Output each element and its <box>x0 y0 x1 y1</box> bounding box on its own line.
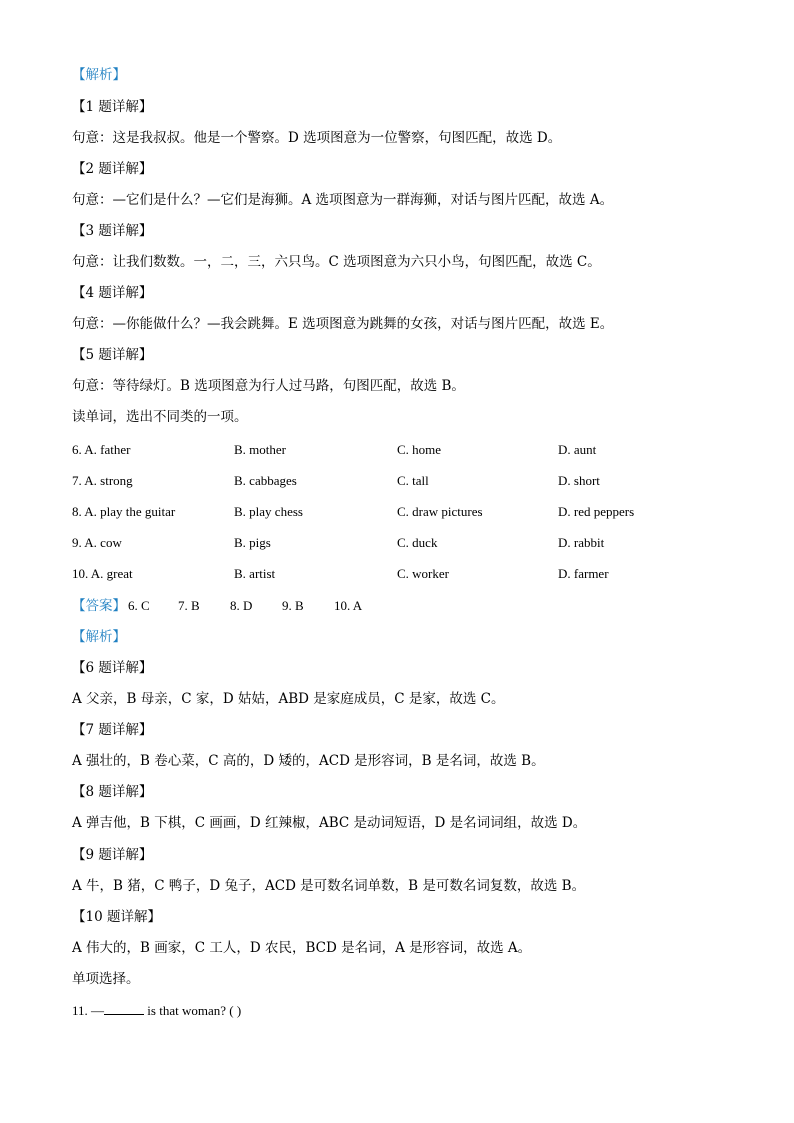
q9-detail-title: 【9 题详解】 <box>72 847 153 863</box>
q11-answer-blank[interactable] <box>104 1002 144 1015</box>
q9-option-d: D. rabbit <box>558 535 605 550</box>
q8-option-a: 8. A. play the guitar <box>72 504 176 519</box>
q8-detail-text: A 弹吉他，B 下棋，C 画画，D 红辣椒，ABC 是动词短语，D 是名词词组，故选 D。 <box>72 815 587 831</box>
q10-option-a: 10. A. great <box>72 566 133 581</box>
q11-suffix: is that woman? ( ) <box>144 1003 242 1018</box>
q8-option-c: C. draw pictures <box>397 504 483 519</box>
q10-detail-title: 【10 题详解】 <box>72 909 161 925</box>
q7-detail-title: 【7 题详解】 <box>72 722 153 738</box>
q7-option-d: D. short <box>558 473 600 488</box>
answer-10: 10. A <box>334 598 363 613</box>
q7-option-a: 7. A. strong <box>72 473 133 488</box>
q7-option-b: B. cabbages <box>234 473 297 488</box>
q10-option-c: C. worker <box>397 566 449 581</box>
q10-option-b: B. artist <box>234 566 276 581</box>
section-instruction-single-choice: 单项选择。 <box>72 971 140 987</box>
q3-detail-title: 【3 题详解】 <box>72 223 153 239</box>
q7-detail-text: A 强壮的，B 卷心菜，C 高的，D 矮的，ACD 是形容词，B 是名词，故选 B。 <box>72 753 545 769</box>
q2-detail-text: 句意：—它们是什么？—它们是海狮。A 选项图意为一群海狮，对话与图片匹配，故选 A。 <box>72 192 614 208</box>
answer-7: 7. B <box>178 598 200 613</box>
q9-option-a: 9. A. cow <box>72 535 122 550</box>
q6-detail-title: 【6 题详解】 <box>72 660 153 676</box>
q8-detail-title: 【8 题详解】 <box>72 784 153 800</box>
q6-option-c: C. home <box>397 442 442 457</box>
question-11 <box>72 1002 241 1020</box>
q7-option-c: C. tall <box>397 473 429 488</box>
q2-detail-title: 【2 题详解】 <box>72 161 153 177</box>
q4-detail-title: 【4 题详解】 <box>72 285 153 301</box>
q1-detail-title: 【1 题详解】 <box>72 99 153 115</box>
q5-detail-title: 【5 题详解】 <box>72 347 153 363</box>
q9-detail-text: A 牛，B 猪，C 鸭子，D 兔子，ACD 是可数名词单数，B 是可数名词复数，故选 B。 <box>72 878 586 894</box>
section-instruction-odd-one-out: 读单词，选出不同类的一项。 <box>72 409 248 425</box>
q10-option-d: D. farmer <box>558 566 609 581</box>
answer-label: 【答案】 <box>72 598 126 614</box>
analysis-label-1: 【解析】 <box>72 67 126 83</box>
q6-option-a: 6. A. father <box>72 442 131 457</box>
q5-detail-text: 句意：等待绿灯。B 选项图意为行人过马路，句图匹配，故选 B。 <box>72 378 465 394</box>
q3-detail-text: 句意：让我们数数。一，二，三，六只鸟。C 选项图意为六只小鸟，句图匹配，故选 C。 <box>72 254 601 270</box>
q6-option-d: D. aunt <box>558 442 597 457</box>
q8-option-b: B. play chess <box>234 504 303 519</box>
q10-detail-text: A 伟大的，B 画家，C 工人，D 农民，BCD 是名词，A 是形容词，故选 A。 <box>72 940 532 956</box>
q11-prefix: 11. — <box>72 1003 105 1018</box>
answer-6: 6. C <box>128 598 150 613</box>
answer-8: 8. D <box>230 598 253 613</box>
q6-option-b: B. mother <box>234 442 286 457</box>
q6-detail-text: A 父亲，B 母亲，C 家，D 姑姑，ABD 是家庭成员，C 是家，故选 C。 <box>72 691 505 707</box>
q4-detail-text: 句意：—你能做什么？—我会跳舞。E 选项图意为跳舞的女孩，对话与图片匹配，故选 E。 <box>72 316 614 332</box>
answer-9: 9. B <box>282 598 304 613</box>
analysis-label-2: 【解析】 <box>72 629 126 645</box>
q1-detail-text: 句意：这是我叔叔。他是一个警察。D 选项图意为一位警察，句图匹配，故选 D。 <box>72 130 562 146</box>
q9-option-c: C. duck <box>397 535 438 550</box>
q9-option-b: B. pigs <box>234 535 271 550</box>
q8-option-d: D. red peppers <box>558 504 635 519</box>
